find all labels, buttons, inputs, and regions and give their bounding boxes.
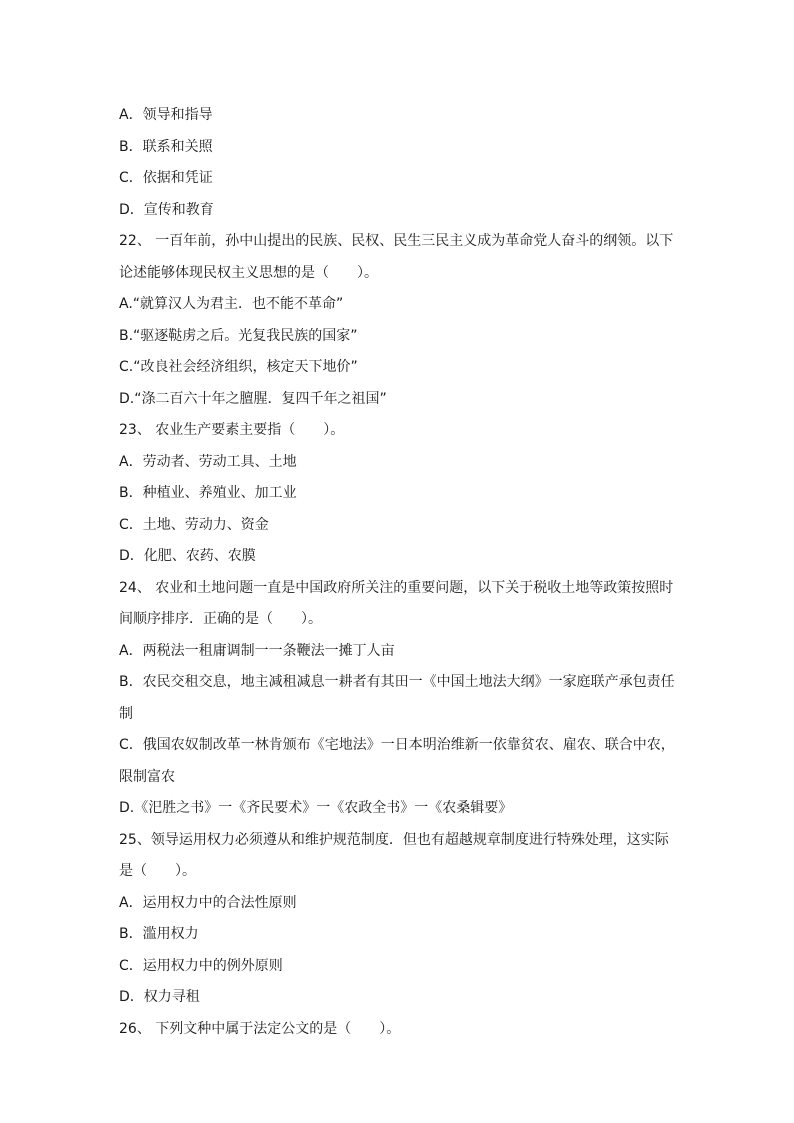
q24-stem-line-1: 24、 农业和土地问题一直是中国政府所关注的重要问题，以下关于税收土地等政策按照时	[119, 579, 674, 596]
q24-option-c-line-2: 限制富农	[119, 768, 175, 785]
q22-stem-line-2: 论述能够体现民权主义思想的是（ ）。	[119, 264, 378, 281]
q24-option-b-line-1: B．农民交租交息，地主减租减息一耕者有其田一《中国土地法大纲》一家庭联产承包责任	[119, 674, 675, 690]
q24-option-c-line-1: C．俄国农奴制改革一林肯颁布《宅地法》一日本明治维新一依靠贫农、雇农、联合中农，	[119, 737, 675, 753]
q21-option-d: D．宣传和教育	[119, 201, 214, 218]
q25-option-d: D．权力寻租	[119, 989, 200, 1005]
q22-option-c: C.“改良社会经济组织，核定天下地价”	[119, 359, 358, 375]
q22-stem-line-1: 22、 一百年前，孙中山提出的民族、民权、民生三民主义成为革命党人奋斗的纲领。以下	[119, 233, 674, 249]
q25-stem-line-1: 25、领导运用权力必须遵从和维护规范制度．但也有超越规章制度进行特殊处理，这实际	[119, 831, 669, 848]
q22-option-a: A.“就算汉人为君主．也不能不革命”	[119, 296, 344, 312]
q25-stem-line-2: 是（ ）。	[119, 863, 196, 879]
q21-option-c: C．依据和凭证	[119, 170, 213, 186]
q24-option-a: A．两税法一租庸调制一一条鞭法一摊丁人亩	[119, 642, 395, 659]
q23-option-b: B．种植业、养殖业、加工业	[119, 485, 297, 501]
q25-option-c: C．运用权力中的例外原则	[119, 957, 283, 974]
q23-option-a: A．劳动者、劳动工具、土地	[119, 453, 297, 470]
q21-option-a: A．领导和指导	[119, 107, 213, 123]
q21-option-b: B．联系和关照	[119, 138, 213, 155]
q25-option-a: A．运用权力中的合法性原则	[119, 894, 297, 911]
q25-option-b: B．滥用权力	[119, 926, 199, 942]
q23-option-d: D．化肥、农药、农膜	[119, 548, 256, 564]
q24-stem-line-2: 间顺序排序．正确的是（ ）。	[119, 611, 322, 627]
q26-stem: 26、 下列文种中属于法定公文的是（ ）。	[119, 1020, 401, 1037]
document-body	[119, 100, 684, 1045]
q24-option-d: D.《汜胜之书》一《齐民要术》一《农政全书》一《农桑辑要》	[119, 800, 513, 816]
q23-stem: 23、 农业生产要素主要指（ ）。	[119, 422, 345, 438]
q22-option-d: D.“涤二百六十年之膻腥．复四千年之祖国”	[119, 390, 387, 407]
q22-option-b: B.“驱逐鞑虏之后。光复我民族的国家”	[119, 327, 358, 344]
q23-option-c: C．土地、劳动力、资金	[119, 516, 269, 533]
q24-option-b-line-2: 制	[119, 705, 133, 722]
